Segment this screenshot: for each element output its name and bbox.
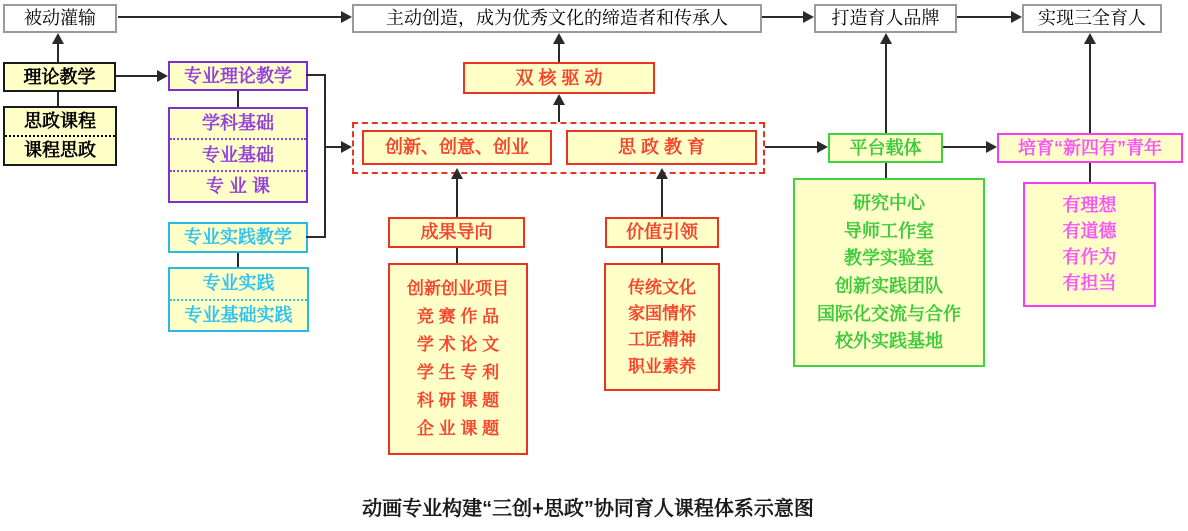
connector-propractice-to-courses <box>237 253 239 267</box>
node-professional-theory: 专业理论教学 <box>168 61 308 91</box>
youth-item: 有作为 <box>1062 247 1117 268</box>
connector-protheory-right <box>306 74 326 76</box>
value-item: 职业素养 <box>628 356 696 376</box>
connector-outcome-to-list <box>456 248 458 263</box>
arrow-value-to-ideology-line <box>661 179 663 217</box>
value-item: 工匠精神 <box>628 330 696 350</box>
connector-protheory-to-courses <box>237 91 239 107</box>
connector-propractice-right <box>306 236 326 238</box>
node-active-creation: 主动创造，成为优秀文化的缔造者和传承人 <box>352 4 762 33</box>
arrow-theory-to-passive-line <box>57 44 59 62</box>
connector-value-to-list <box>661 248 663 263</box>
arrow-platform-to-youth-line <box>943 146 986 148</box>
connector-right-rail <box>324 74 326 238</box>
ideology-course-row: 思政课程 <box>24 111 96 132</box>
connector-youth-to-list <box>1089 163 1091 182</box>
arrow-brand-to-threewide-line <box>957 16 1011 18</box>
ideology-course-row: 课程思政 <box>5 135 115 164</box>
arrow-value-to-ideology-head <box>656 168 668 179</box>
node-passive-infusion: 被动灌输 <box>3 4 117 33</box>
node-professional-practice-courses <box>168 267 309 332</box>
node-cultivate-youth: 培育“新四有”青年 <box>997 133 1183 163</box>
platform-item: 创新实践团队 <box>835 275 943 296</box>
node-education-brand: 打造育人品牌 <box>814 4 957 33</box>
diagram-caption: 动画专业构建“三创+思政”协同育人课程体系示意图 <box>362 498 814 520</box>
youth-item: 有道德 <box>1062 221 1117 242</box>
practice-course-row: 专业基础实践 <box>170 299 307 331</box>
node-ideology-courses <box>3 106 117 166</box>
node-platform-list <box>793 178 985 367</box>
node-professional-practice: 专业实践教学 <box>168 222 308 253</box>
outcome-item: 学 生 专 利 <box>416 363 500 383</box>
arrow-youth-to-threewide-head <box>1084 33 1096 44</box>
arrow-core-to-dualcore-head <box>553 94 565 105</box>
theory-course-row: 专业基础 <box>170 138 306 169</box>
node-theory-teaching: 理论教学 <box>3 62 116 92</box>
arrow-branch-to-core-line <box>325 146 341 148</box>
value-item: 家国情怀 <box>628 304 696 324</box>
arrow-dualcore-to-active-line <box>558 44 560 62</box>
theory-course-row: 专 业 课 <box>170 170 306 201</box>
connector-platform-to-list <box>885 163 887 178</box>
outcome-item: 创新创业项目 <box>407 279 509 299</box>
node-outcome-oriented: 成果导向 <box>388 217 525 248</box>
arrow-branch-to-core-head <box>341 141 352 153</box>
arrow-core-to-platform-head <box>817 141 828 153</box>
outcome-item: 竞 赛 作 品 <box>416 307 500 327</box>
connector-theory-to-ideology <box>57 92 59 106</box>
node-value-list <box>604 263 720 391</box>
arrow-platform-to-youth-head <box>986 141 997 153</box>
arrow-core-to-dualcore-line <box>558 105 560 122</box>
youth-item: 有担当 <box>1062 273 1117 294</box>
platform-item: 研究中心 <box>853 192 925 213</box>
arrow-dualcore-to-active-head <box>553 33 565 44</box>
node-professional-theory-courses <box>168 107 308 203</box>
platform-item: 校外实践基地 <box>835 331 943 352</box>
arrow-theory-to-passive-head <box>52 33 64 44</box>
arrow-active-to-brand-line <box>762 16 803 18</box>
arrow-brand-to-threewide-head <box>1011 11 1022 23</box>
node-innovation-creativity-entrepreneurship: 创新、创意、创业 <box>362 130 552 165</box>
platform-item: 导师工作室 <box>844 220 934 241</box>
node-platform-carrier: 平台载体 <box>828 133 943 163</box>
platform-item: 教学实验室 <box>844 248 934 269</box>
node-youth-list <box>1023 182 1156 307</box>
arrow-passive-to-active-head <box>341 11 352 23</box>
youth-item: 有理想 <box>1062 195 1117 216</box>
practice-course-row: 专业实践 <box>202 273 275 294</box>
node-outcome-list <box>388 263 528 455</box>
outcome-item: 科 研 课 题 <box>416 391 500 411</box>
arrow-outcome-to-innovation-head <box>451 168 463 179</box>
outcome-item: 企 业 课 题 <box>416 418 500 438</box>
node-value-guidance: 价值引领 <box>605 217 719 248</box>
arrow-outcome-to-innovation-line <box>456 179 458 217</box>
node-ideology-education: 思 政 教 育 <box>566 130 757 165</box>
node-three-wide-education: 实现三全育人 <box>1022 4 1162 33</box>
platform-item: 国际化交流与合作 <box>817 303 961 324</box>
arrow-platform-to-brand-head <box>880 33 892 44</box>
outcome-item: 学 术 论 文 <box>416 335 500 355</box>
arrow-active-to-brand-head <box>803 11 814 23</box>
value-item: 传统文化 <box>628 277 696 297</box>
arrow-core-to-platform-line <box>765 146 817 148</box>
arrow-passive-to-active-line <box>118 16 341 18</box>
arrow-theory-to-protheory-line <box>116 75 157 77</box>
arrow-youth-to-threewide-line <box>1089 44 1091 133</box>
theory-course-row: 学科基础 <box>202 113 274 134</box>
arrow-theory-to-protheory-head <box>157 70 168 82</box>
node-dual-core-drive: 双 核 驱 动 <box>463 62 655 94</box>
arrow-platform-to-brand-line <box>885 44 887 133</box>
